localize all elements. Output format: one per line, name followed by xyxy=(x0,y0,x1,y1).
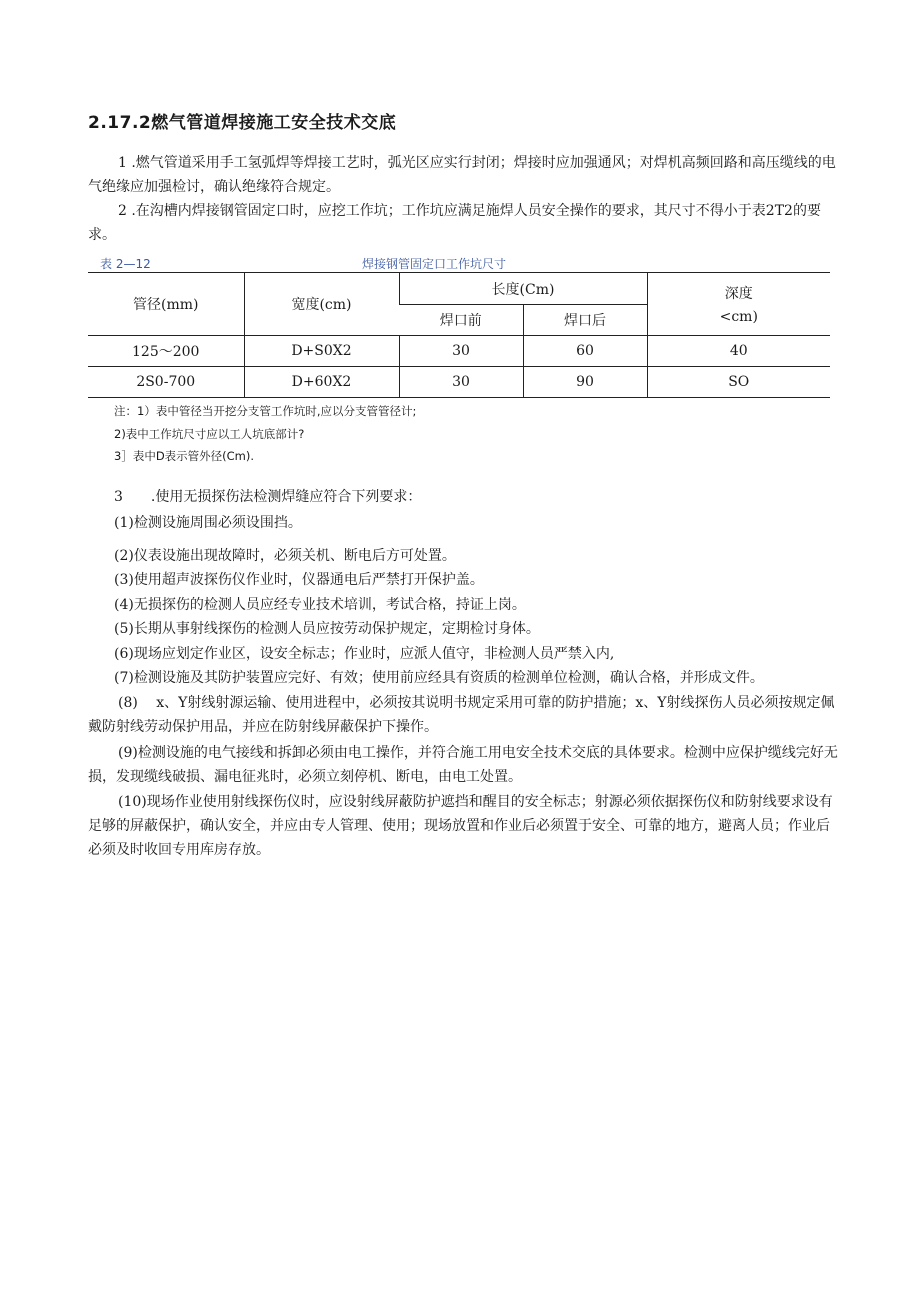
table-row xyxy=(88,336,830,367)
cell-after: 90 xyxy=(523,367,647,398)
list-item: (2)仪表设施出现故障时，必须关机、断电后方可处置。 xyxy=(114,548,456,564)
list-item: (9)检测设施的电气接线和拆卸必须由电工操作，并符合施工用电安全技术交底的具体要求。检测中应保护缆线完好无损，发现缆线破损、漏电征兆时，必须立刻停机、断电，由电工处置。 xyxy=(88,745,838,785)
table-note-2: 2)表中工作坑尺寸应以工人坑底部计? xyxy=(114,427,305,441)
header-length: 长度(Cm) xyxy=(399,273,647,305)
paragraph-1: 1 .燃气管道采用手工氢弧焊等焊接工艺时，弧光区应实行封闭；焊接时应加强通风；对焊机高频回路和高压缆线的电气绝缘应加强检讨，确认绝缘符合规定。 xyxy=(88,155,836,195)
cell-before: 30 xyxy=(399,336,523,367)
header-pipe-diameter: 管径(mm) xyxy=(88,273,244,336)
list-item: (7)检测设施及其防护装置应完好、有效；使用前应经具有资质的检测单位检测，确认合格，并形成文件。 xyxy=(114,670,764,686)
paragraph-2: 2 .在沟槽内焊接钢管固定口时，应挖工作坑；工作坑应满足施焊人员安全操作的要求，其尺寸不得小于表2T2的要求。 xyxy=(88,203,821,243)
list-item: (1)检测设施周围必须设围挡。 xyxy=(114,515,302,531)
table-number: 表 2—12 xyxy=(100,257,151,271)
cell-before: 30 xyxy=(399,367,523,398)
header-width: 宽度(cm) xyxy=(244,273,399,336)
table-row xyxy=(88,367,830,398)
paragraph-3: 3 .使用无损探伤法检测焊缝应符合下列要求： xyxy=(114,489,422,505)
list-item: (5)长期从事射线探伤的检测人员应按劳动保护规定，定期检讨身体。 xyxy=(114,621,540,637)
list-item: (8) x、Y射线射源运输、使用进程中，必须按其说明书规定采用可靠的防护措施；x、Y射线探伤人员必须按规定佩戴防射线劳动保护用品，并应在防射线屏蔽保护下操作。 xyxy=(88,695,835,735)
cell-depth: SO xyxy=(647,367,830,398)
table-title: 焊接钢管固定口工作坑尺寸 xyxy=(362,257,507,271)
list-item: (6)现场应划定作业区，设安全标志；作业时，应派人值守，非检测人员严禁入内, xyxy=(114,646,615,662)
header-before-weld: 焊口前 xyxy=(399,305,523,336)
list-item: (3)使用超声波探伤仪作业时，仪器通电后严禁打开保护盖。 xyxy=(114,572,484,588)
pit-size-table xyxy=(88,272,830,398)
header-depth-unit: <cm) xyxy=(719,309,758,325)
header-after-weld: 焊口后 xyxy=(523,305,647,336)
cell-width: D+S0X2 xyxy=(244,336,399,367)
table-note-1: 注：1）表中管径当开挖分支管工作坑时,应以分支管管径计; xyxy=(114,404,417,418)
cell-width: D+60X2 xyxy=(244,367,399,398)
section-heading: 2.17.2燃气管道焊接施工安全技术交底 xyxy=(88,113,397,133)
cell-pipe: 2S0-700 xyxy=(88,367,244,398)
cell-after: 60 xyxy=(523,336,647,367)
list-item: (4)无损探伤的检测人员应经专业技术培训，考试合格，持证上岗。 xyxy=(114,597,526,613)
header-depth xyxy=(647,273,830,336)
header-depth-label: 深度 xyxy=(724,286,753,302)
cell-pipe: 125～200 xyxy=(88,336,244,367)
list-item: (10)现场作业使用射线探伤仪时，应设射线屏蔽防护遮挡和醒目的安全标志；射源必须依据探伤仪和防射线要求设有足够的屏蔽保护，确认安全，并应由专人管理、使用；现场放置和作业后必须置于安全、可靠的地方，避离人员；作业后必须及时收回专用库房存放。 xyxy=(88,794,833,858)
cell-depth: 40 xyxy=(647,336,830,367)
table-note-3: 3］表中D表示管外径(Cm). xyxy=(114,449,255,463)
